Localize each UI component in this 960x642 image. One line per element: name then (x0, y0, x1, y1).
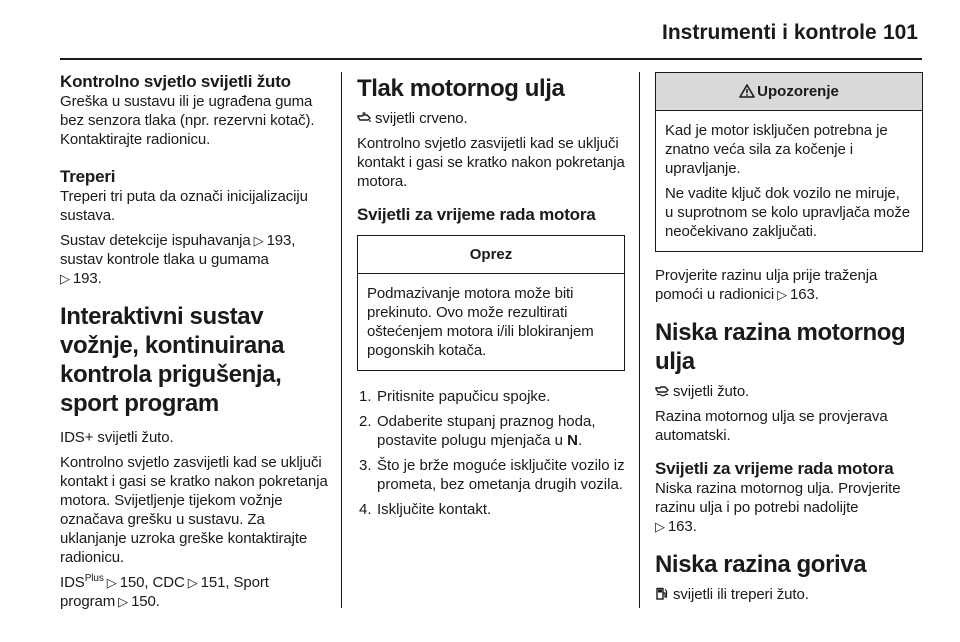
steps-list (357, 387, 625, 519)
page-ref-arrow-icon: ▷ (655, 519, 665, 534)
paragraph-text: svijetli žuto. (673, 383, 750, 400)
page-ref-arrow-icon: ▷ (60, 271, 70, 286)
list-item: 3. Što je brže moguće isključite vozilo iz prometa, bez ometanja drugih vozila. (359, 457, 625, 493)
page-ref-arrow-icon: ▷ (777, 287, 787, 302)
paragraph (655, 479, 923, 536)
paragraph (60, 573, 328, 611)
warning-title: Upozorenje (757, 83, 839, 100)
paragraph: Kontrolno svjetlo zasvijetli kad se uključi kontakt i gasi se kratko nakon pokretanja motora. Svijetljenje tijekom vožnje označava grešku u sustavu. Za uklanjanje uzroka greške kontaktirajte radionicu. (60, 454, 328, 566)
section-title: Tlak motornog ulja (357, 75, 565, 102)
paragraph (655, 382, 923, 401)
page-ref-arrow-icon: ▷ (106, 575, 117, 590)
paragraph: Treperi tri puta da označi inicijalizaciju sustava. (60, 188, 308, 224)
caution-title: Oprez (358, 236, 624, 274)
paragraph: Kad je motor isključen potrebna je znatno veća sila za kočenje i upravljanje. (665, 122, 888, 177)
section-heading: Svijetli za vrijeme rada motora (655, 459, 894, 478)
ref-text: IDS (60, 574, 85, 591)
section-title: Niska razina motornog ulja (655, 319, 906, 375)
page-ref-arrow-icon: ▷ (187, 575, 198, 590)
ref-page: 150. (131, 593, 160, 610)
ref-page: 193, (266, 232, 296, 249)
paragraph (357, 109, 625, 128)
paragraph: Razina motornog ulja se provjerava automatski. (655, 408, 888, 444)
superscript: Plus (84, 573, 104, 584)
page-ref-arrow-icon: ▷ (118, 594, 129, 609)
ref-page: 163. (790, 286, 819, 303)
paragraph: IDS+ svijetli žuto. (60, 429, 174, 446)
paragraph (655, 266, 923, 304)
paragraph: Ne vadite ključ dok vozilo ne miruje, u suprotnom se kolo upravljača može neočekivano zaključati. (665, 185, 910, 240)
warning-body (656, 111, 922, 251)
caution-box (357, 235, 625, 371)
ref-text: program (60, 593, 116, 610)
page-header-title: Instrumenti i kontrole (662, 21, 877, 44)
warning-header (656, 73, 922, 111)
page-ref-arrow-icon: ▷ (253, 233, 264, 248)
warning-triangle-icon (739, 84, 755, 98)
paragraph (60, 231, 328, 288)
paragraph-text: Niska razina motornog ulja. Provjerite razinu ulja i po potrebi nadolijte (655, 480, 901, 516)
paragraph: Greška u sustavu ili je ugrađena guma bez senzora tlaka (npr. rezervni kotač). Kontaktirajte radionicu. (60, 93, 315, 148)
list-item: 2. Odaberite stupanj praznog hoda, postavite polugu mjenjača u N. (359, 413, 596, 449)
fuel-icon (655, 587, 669, 600)
column-middle (357, 72, 625, 525)
column-right (655, 72, 923, 604)
section-heading: Kontrolno svjetlo svijetli žuto (60, 72, 291, 91)
list-item: 1. Pritisnite papučicu spojke. (359, 388, 551, 405)
warning-box (655, 72, 923, 252)
paragraph-text: Provjerite razinu ulja prije traženja pomoći u radionici (655, 267, 878, 303)
oil-level-icon (655, 384, 669, 397)
section-title: Interaktivni sustav vožnje, kontinuirana kontrola prigušenja, sport program (60, 303, 285, 417)
ref-page: 151, Sport (200, 574, 269, 591)
page-header (60, 12, 922, 60)
paragraph-text: svijetli ili treperi žuto. (673, 586, 809, 603)
page-number: 101 (882, 21, 918, 44)
list-item: 4. Isključite kontakt. (359, 501, 492, 518)
section-heading: Treperi (60, 167, 116, 186)
paragraph (655, 585, 923, 604)
paragraph: Kontrolno svjetlo zasvijetli kad se uključi kontakt i gasi se kratko nakon pokretanja motora. (357, 135, 625, 190)
section-heading: Svijetli za vrijeme rada motora (357, 205, 596, 224)
ref-page: 193. (72, 270, 102, 287)
ref-text: Sustav detekcije ispuhavanja (60, 232, 251, 249)
column-divider (639, 72, 640, 608)
oil-pressure-icon (357, 111, 371, 124)
section-title: Niska razina goriva (655, 551, 867, 578)
caution-text: Podmazivanje motora može biti prekinuto. Ovo može rezultirati oštećenjem motora i/ili blokiranjem pogonskih kotača. (367, 285, 594, 359)
column-left (60, 72, 328, 611)
column-divider (341, 72, 342, 608)
ref-text: sustav kontrole tlaka u gumama (60, 251, 269, 268)
ref-page: 150, CDC (119, 574, 185, 591)
ref-page: 163. (667, 518, 697, 535)
paragraph-text: svijetli crveno. (375, 110, 468, 127)
